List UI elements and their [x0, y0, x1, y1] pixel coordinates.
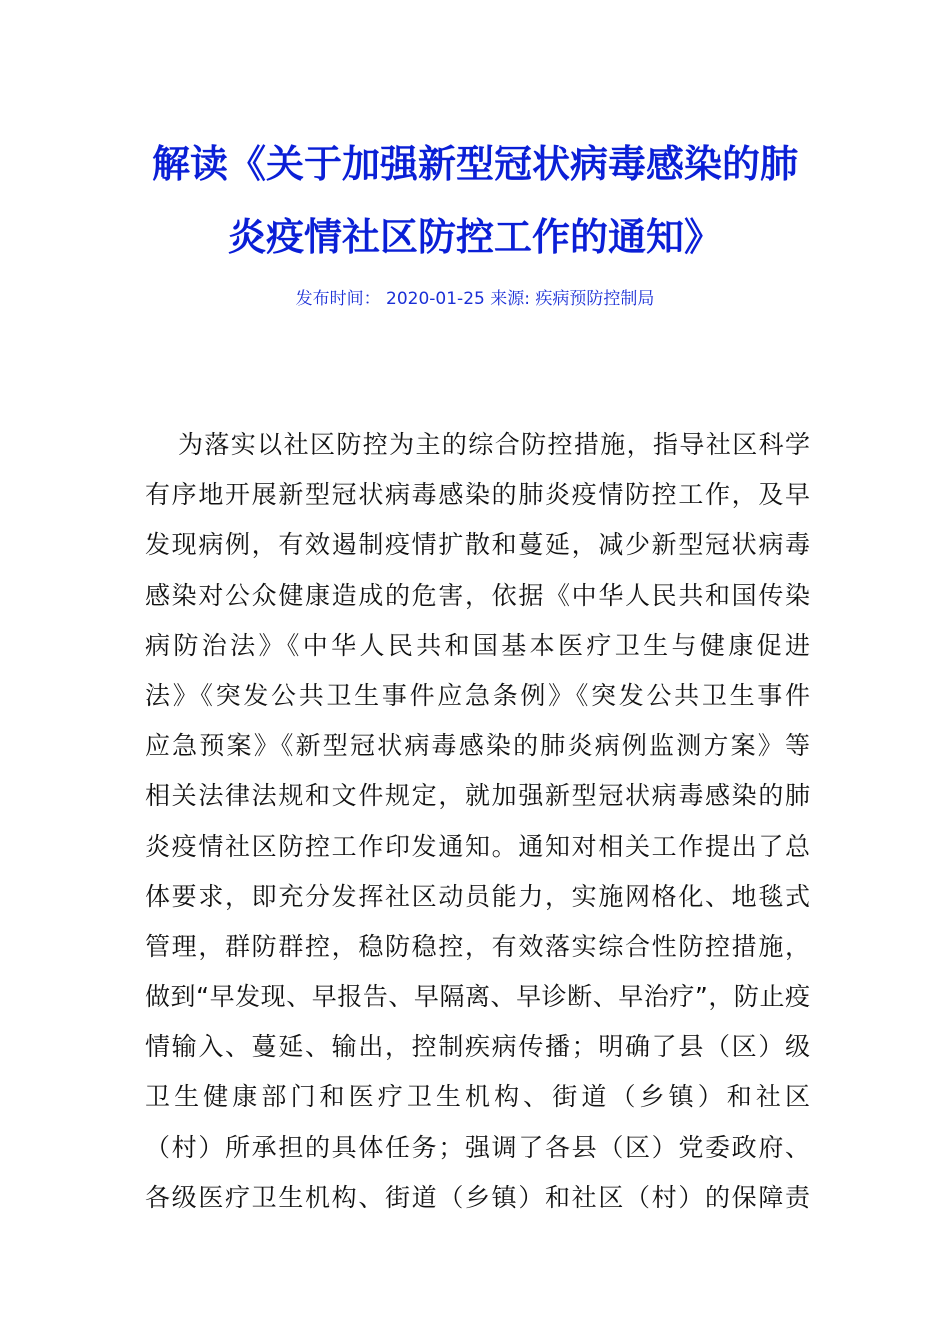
body-line: 法》《突发公共卫生事件应急条例》《突发公共卫生事件 — [145, 680, 810, 710]
body-line: 为落实以社区防控为主的综合防控措施，指导社区科学 — [178, 430, 810, 459]
body-line: 相关法律法规和文件规定，就加强新型冠状病毒感染的肺 — [145, 781, 810, 811]
body-line: 体要求，即充分发挥社区动员能力，实施网格化、地毯式 — [145, 881, 810, 911]
document-title-line-1: 解读《关于加强新型冠状病毒感染的肺 — [151, 142, 798, 186]
body-line: 发现病例，有效遏制疫情扩散和蔓延，减少新型冠状病毒 — [145, 530, 810, 560]
body-line: 卫生健康部门和医疗卫生机构、街道（乡镇）和社区 — [145, 1082, 810, 1112]
body-line: 病防治法》《中华人民共和国基本医疗卫生与健康促进 — [145, 630, 810, 660]
body-line: （村）所承担的具体任务；强调了各县（区）党委政府、 — [145, 1132, 810, 1162]
body-line: 做到“早发现、早报告、早隔离、早诊断、早治疗”，防止疫 — [145, 982, 810, 1012]
body-line: 感染对公众健康造成的危害，依据《中华人民共和国传染 — [145, 580, 810, 610]
document-title-line-2: 炎疫情社区防控工作的通知》 — [227, 215, 722, 259]
body-line: 炎疫情社区防控工作印发通知。通知对相关工作提出了总 — [145, 831, 810, 861]
body-line: 管理，群防群控，稳防稳控，有效落实综合性防控措施， — [145, 931, 810, 961]
body-line: 有序地开展新型冠状病毒感染的肺炎疫情防控工作，及早 — [145, 480, 810, 510]
body-line: 应急预案》《新型冠状病毒感染的肺炎病例监测方案》等 — [145, 731, 810, 761]
body-line: 情输入、蔓延、输出，控制疾病传播；明确了县（区）级 — [145, 1032, 810, 1062]
body-paragraph — [145, 425, 810, 1228]
publish-info: 发布时间： 2020-01-25 来源: 疾病预防控制局 — [295, 289, 655, 309]
body-line: 各级医疗卫生机构、街道（乡镇）和社区（村）的保障责 — [145, 1182, 810, 1212]
